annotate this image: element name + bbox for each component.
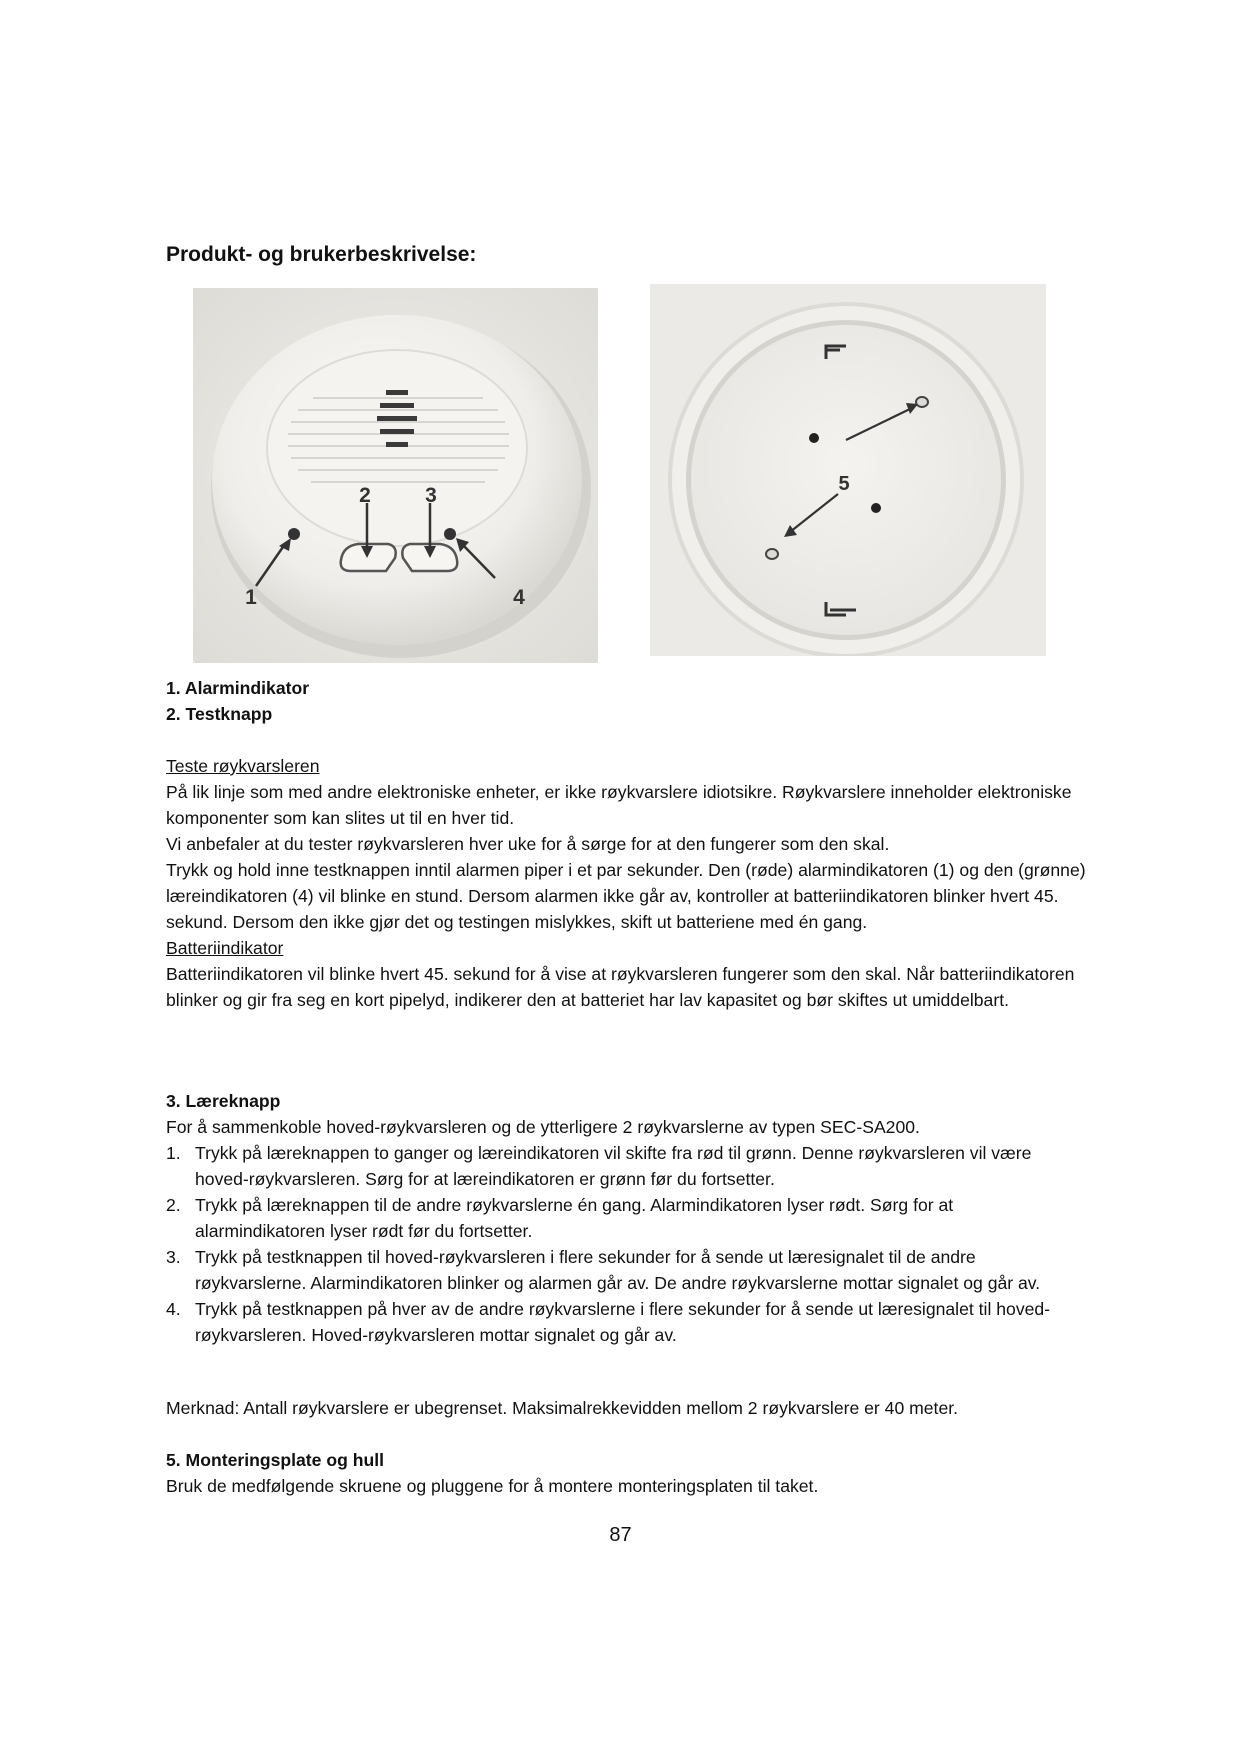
note-text: Merknad: Antall røykvarslere er ubegrenset. Maksimalrekkevidden mellom 2 røykvarslere er 40 meter.: [166, 1398, 959, 1418]
note: [166, 1395, 1086, 1421]
learn-section-heading: 3. Læreknapp: [166, 1091, 281, 1111]
step-number: 3.: [166, 1247, 181, 1267]
test-paragraph-2: Vi anbefaler at du tester røykvarsleren hver uke for å sørge for at den fungerer som den skal.: [166, 834, 890, 854]
test-paragraph-3: Trykk og hold inne testknappen inntil alarmen piper i et par sekunder. Den (røde) alarmindikatoren (1) og den (grønne) læreindikatoren (4) vil blinke en stund. Dersom alarmen ikke går av, kontroller at batteriindikatoren blinker hvert 45. sekund. Dersom den ikke gjør det og testingen mislykkes, skift ut batteriene med én gang.: [166, 860, 1086, 932]
step-text: Trykk på testknappen på hver av de andre røykvarslerne i flere sekunder for å sende ut læresignalet til hoved-røykvarsleren. Hoved-røykvarsleren mottar signalet og går av.: [195, 1299, 1051, 1345]
mount-section-heading: 5. Monteringsplate og hull: [166, 1450, 384, 1470]
learn-step: [166, 1140, 1086, 1192]
alarm-indicator-item: 1. Alarmindikator: [166, 678, 310, 698]
test-button-item: 2. Testknapp: [166, 704, 273, 724]
learn-intro: For å sammenkoble hoved-røykvarsleren og de ytterligere 2 røykvarslerne av typen SEC-SA200.: [166, 1117, 920, 1137]
step-text: Trykk på læreknappen to ganger og læreindikatoren vil skifte fra rød til grønn. Denne røykvarsleren vil være hoved-røykvarsleren. Sørg for at læreindikatoren er grønn før du fortsetter.: [195, 1143, 1032, 1189]
label-5: 5: [838, 473, 850, 495]
learn-steps: [166, 1140, 1086, 1348]
test-and-battery-section: [166, 753, 1086, 1013]
step-text: Trykk på læreknappen til de andre røykvarslerne én gang. Alarmindikatoren lyser rødt. Sørg for at alarmindikatoren lyser rødt før du fortsetter.: [195, 1195, 954, 1241]
label-4: 4: [513, 586, 525, 609]
mounting-plate-illustration: [650, 284, 1046, 656]
step-number: 2.: [166, 1195, 181, 1215]
step-number: 4.: [166, 1299, 181, 1319]
mount-section: [166, 1447, 1086, 1499]
smoke-detector-front-illustration: [193, 288, 598, 663]
component-list: [166, 675, 1086, 727]
learn-section: [166, 1088, 1086, 1348]
smoke-detector-front-photo: [193, 288, 598, 663]
label-1: 1: [245, 586, 257, 609]
learn-step: [166, 1244, 1086, 1296]
test-section-heading: Teste røykvarsleren: [166, 756, 320, 776]
battery-section-heading: Batteriindikator: [166, 938, 284, 958]
label-2: 2: [359, 484, 371, 507]
step-number: 1.: [166, 1143, 181, 1163]
step-text: Trykk på testknappen til hoved-røykvarsleren i flere sekunder for å sende ut læresignalet til de andre røykvarslerne. Alarmindikatoren blinker og alarmen går av. De andre røykvarslerne mottar signalet og går av.: [195, 1247, 1041, 1293]
page-title: Produkt- og brukerbeskrivelse:: [166, 243, 477, 266]
battery-paragraph: Batteriindikatoren vil blinke hvert 45. sekund for å vise at røykvarsleren fungerer som den skal. Når batteriindikatoren blinker og gir fra seg en kort pipelyd, indikerer den at batteriet har lav kapasitet og bør skiftes ut umiddelbart.: [166, 964, 1075, 1010]
mount-text: Bruk de medfølgende skruene og pluggene for å montere monteringsplaten til taket.: [166, 1476, 819, 1496]
label-3: 3: [425, 484, 437, 507]
mounting-plate-photo: [650, 284, 1046, 656]
page-number: 87: [609, 1524, 632, 1546]
learn-step: [166, 1296, 1086, 1348]
test-paragraph-1: På lik linje som med andre elektroniske enheter, er ikke røykvarslere idiotsikre. Røykvarslere inneholder elektroniske komponenter som kan slites ut til en hver tid.: [166, 782, 1072, 828]
learn-step: [166, 1192, 1086, 1244]
